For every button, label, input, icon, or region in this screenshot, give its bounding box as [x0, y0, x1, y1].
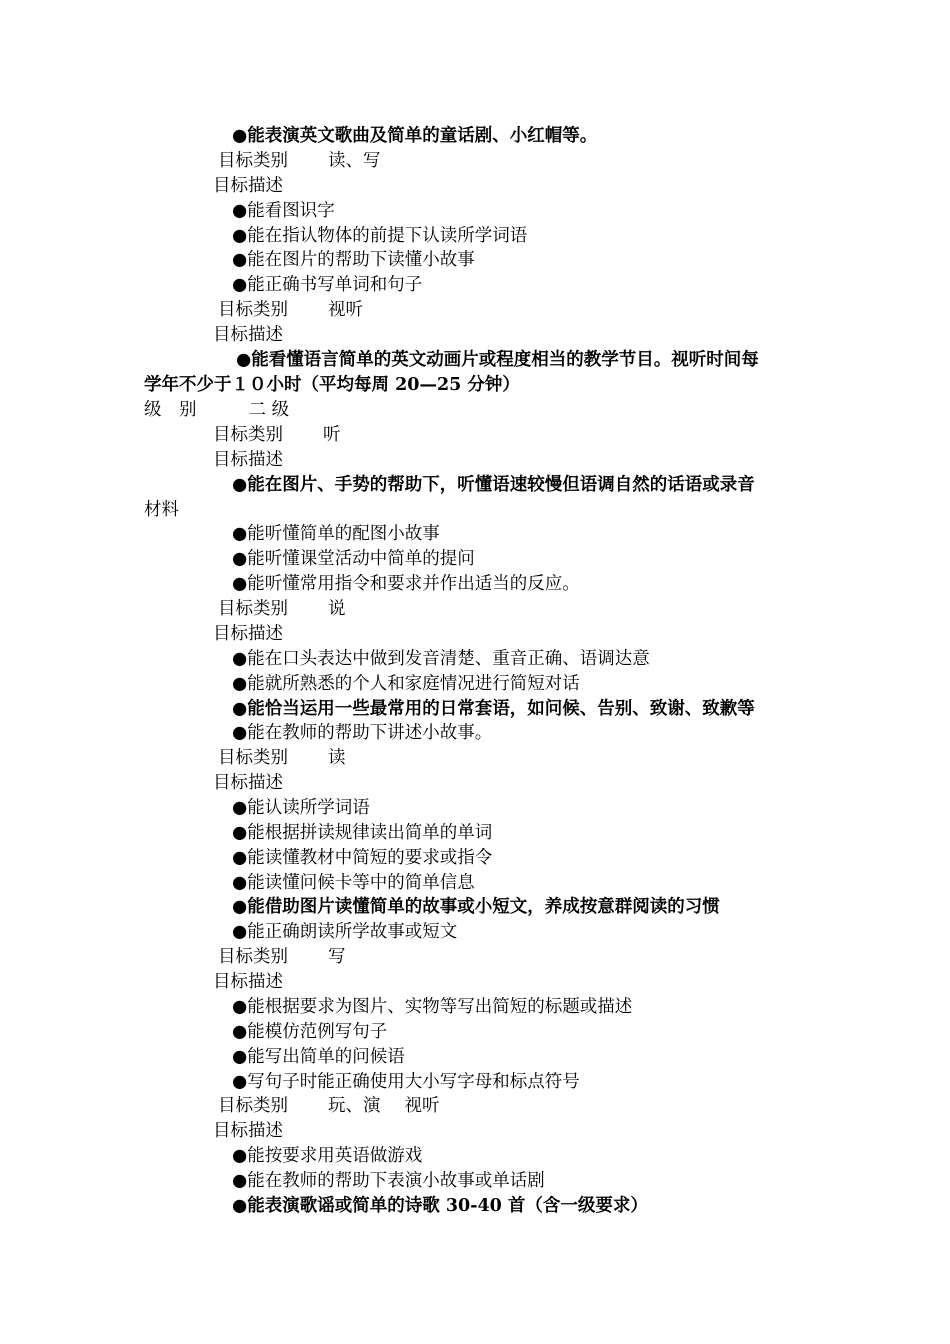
- category-label: 目标类别: [218, 151, 288, 171]
- category-value: 听: [323, 425, 341, 445]
- category-label: 目标类别: [218, 947, 288, 967]
- description-label: 目标描述: [213, 624, 283, 644]
- category-row: [218, 945, 346, 969]
- bullet-line: ●能根据要求为图片、实物等写出简短的标题或描述: [232, 997, 633, 1017]
- bullet-line: ●能表演歌谣或简单的诗歌 30-40 首（含一级要求）: [232, 1196, 648, 1216]
- bullet-line: ●能写出简单的问候语: [232, 1047, 405, 1067]
- continuation-line: 学年不少于１０小时（平均每周 20—25 分钟）: [144, 375, 520, 395]
- description-label: 目标描述: [213, 1121, 283, 1141]
- description-label: 目标描述: [213, 450, 283, 470]
- category-value-2: 视听: [404, 1096, 440, 1116]
- bullet-line: ●能借助图片读懂简单的故事或小短文，养成按意群阅读的习惯: [232, 897, 720, 917]
- description-label: 目标描述: [213, 972, 283, 992]
- bullet-line: ●能根据拼读规律读出简单的单词: [232, 823, 493, 843]
- bullet-line: ●能在口头表达中做到发音清楚、重音正确、语调达意: [232, 649, 650, 669]
- bullet-line: ●能就所熟悉的个人和家庭情况进行简短对话: [232, 674, 580, 694]
- bullet-line: ●能看懂语言简单的英文动画片或程度相当的教学节目。视听时间每: [236, 350, 759, 370]
- bullet-line: ●能模仿范例写句子: [232, 1022, 388, 1042]
- category-row: [218, 1094, 440, 1118]
- bullet-line: ●能表演英文歌曲及简单的童话剧、小红帽等。: [232, 126, 598, 146]
- level-value: 二 级: [248, 400, 290, 420]
- bullet-line: ●能在图片、手势的帮助下，听懂语速较慢但语调自然的话语或录音: [232, 475, 755, 495]
- category-value: 玩、演: [328, 1096, 381, 1116]
- bullet-line: ●能在教师的帮助下讲述小故事。: [232, 723, 493, 743]
- category-row: [218, 597, 346, 621]
- category-label: 目标类别: [218, 1096, 288, 1116]
- description-label: 目标描述: [213, 773, 283, 793]
- category-label: 目标类别: [218, 599, 288, 619]
- level-label: 级 别: [144, 400, 197, 420]
- category-value: 视听: [328, 300, 363, 320]
- bullet-line: ●写句子时能正确使用大小写字母和标点符号: [232, 1072, 580, 1092]
- bullet-line: ●能在指认物体的前提下认读所学词语: [232, 226, 528, 246]
- bullet-line: ●能在教师的帮助下表演小故事或单话剧: [232, 1171, 545, 1191]
- category-row: [218, 746, 346, 770]
- bullet-line: ●能正确书写单词和句子: [232, 275, 423, 295]
- category-label: 目标类别: [218, 300, 288, 320]
- bullet-line: ●能听懂常用指令和要求并作出适当的反应。: [232, 574, 580, 594]
- category-value: 读、写: [328, 151, 381, 171]
- category-row: [218, 149, 381, 173]
- continuation-line: 材料: [144, 500, 179, 520]
- category-label: 目标类别: [218, 748, 288, 768]
- bullet-line: ●能读懂问候卡等中的简单信息: [232, 873, 475, 893]
- bullet-line: ●能按要求用英语做游戏: [232, 1146, 423, 1166]
- category-value: 写: [328, 947, 346, 967]
- level-row: [144, 398, 289, 422]
- category-label: 目标类别: [213, 425, 283, 445]
- bullet-line: ●能看图识字: [232, 201, 335, 221]
- bullet-line: ●能听懂课堂活动中简单的提问: [232, 549, 475, 569]
- bullet-line: ●能听懂简单的配图小故事: [232, 524, 440, 544]
- category-row: [218, 298, 363, 322]
- bullet-line: ●能认读所学词语: [232, 798, 370, 818]
- category-value: 读: [328, 748, 346, 768]
- bullet-line: ●能在图片的帮助下读懂小故事: [232, 250, 475, 270]
- bullet-line: ●能读懂教材中简短的要求或指令: [232, 848, 493, 868]
- bullet-line: ●能正确朗读所学故事或短文: [232, 922, 458, 942]
- bullet-line: ●能恰当运用一些最常用的日常套语，如问候、告别、致谢、致歉等: [232, 699, 755, 719]
- category-value: 说: [328, 599, 346, 619]
- description-label: 目标描述: [213, 176, 283, 196]
- category-row: [213, 423, 341, 447]
- description-label: 目标描述: [213, 325, 283, 345]
